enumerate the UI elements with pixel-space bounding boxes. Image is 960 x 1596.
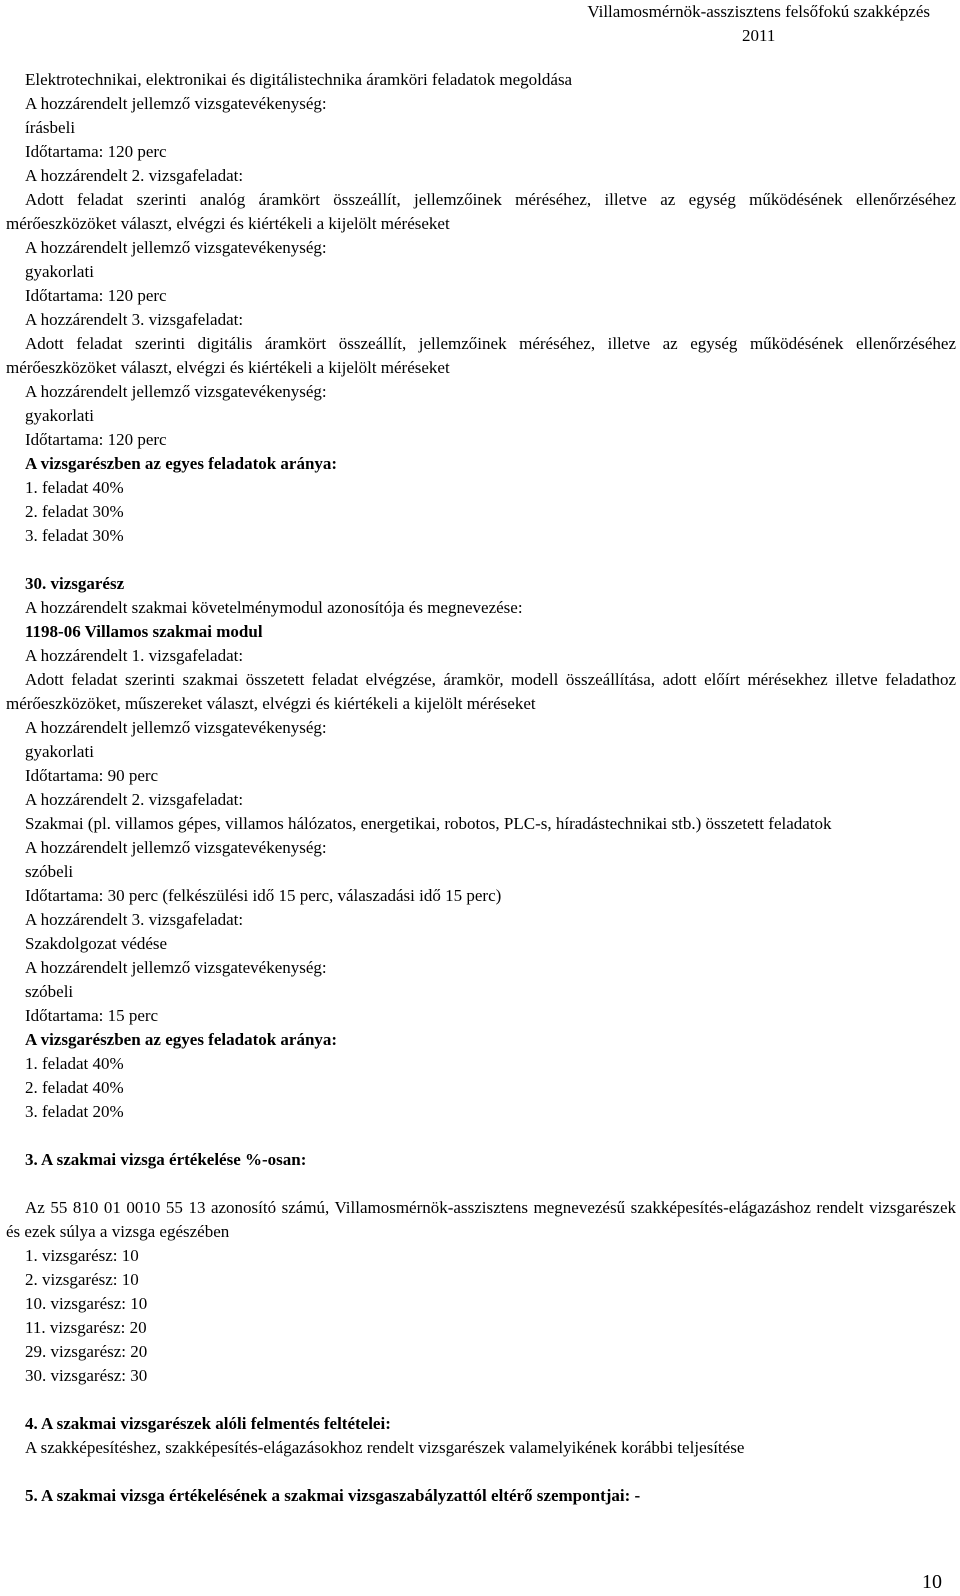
header-year: 2011 <box>741 26 776 45</box>
ratio-heading: A vizsgarészben az egyes feladatok aránya: <box>25 1030 338 1049</box>
section-4-text: A szakképesítéshez, szakképesítés-elágazásokhoz rendelt vizsgarészek valamelyikének korábbi teljesítése <box>25 1438 745 1457</box>
document-body <box>6 68 956 1508</box>
activity-value: gyakorlati <box>25 406 94 425</box>
activity-value: szóbeli <box>25 982 74 1001</box>
duration: Időtartama: 120 perc <box>25 430 167 449</box>
task-description: Adott feladat szerinti analóg áramkört összeállít, jellemzőinek méréséhez, illetve az egység működésének ellenőrzéséhez mérőeszközöket választ, elvégzi és kiértékeli a kijelölt méréseket <box>6 190 956 233</box>
exam-part-title: 30. vizsgarész <box>25 574 125 593</box>
weight-item: 30. vizsgarész: 30 <box>25 1366 148 1385</box>
ratio-item: 1. feladat 40% <box>25 478 124 497</box>
activity-label: A hozzárendelt jellemző vizsgatevékenység: <box>25 94 327 113</box>
weight-item: 11. vizsgarész: 20 <box>25 1318 147 1337</box>
duration: Időtartama: 120 perc <box>25 286 167 305</box>
section-4-heading: 4. A szakmai vizsgarészek alóli felmentés feltételei: <box>25 1414 391 1433</box>
ratio-item: 2. feladat 30% <box>25 502 124 521</box>
ratio-item: 1. feladat 40% <box>25 1054 124 1073</box>
ratio-heading: A vizsgarészben az egyes feladatok aránya: <box>25 454 338 473</box>
activity-value: írásbeli <box>25 118 76 137</box>
weight-item: 29. vizsgarész: 20 <box>25 1342 148 1361</box>
section-3-heading: 3. A szakmai vizsga értékelése %-osan: <box>25 1150 307 1169</box>
task-label: A hozzárendelt 2. vizsgafeladat: <box>25 790 244 809</box>
section-3-text: Az 55 810 01 0010 55 13 azonosító számú, Villamosmérnök-asszisztens megnevezésű szakképesítés-elágazáshoz rendelt vizsgarészek és ezek súlya a vizsga egészében <box>6 1198 956 1241</box>
module-name: 1198-06 Villamos szakmai modul <box>25 622 263 641</box>
ratio-item: 3. feladat 30% <box>25 526 124 545</box>
section-5-heading: 5. A szakmai vizsga értékelésének a szakmai vizsgaszabályzattól eltérő szempontjai: - <box>25 1486 641 1505</box>
activity-label: A hozzárendelt jellemző vizsgatevékenység: <box>25 958 327 977</box>
activity-value: szóbeli <box>25 862 74 881</box>
task-description: Szakdolgozat védése <box>25 934 168 953</box>
header-title: Villamosmérnök-asszisztens felsőfokú szakképzés <box>587 2 930 21</box>
activity-label: A hozzárendelt jellemző vizsgatevékenység: <box>25 382 327 401</box>
task-label: A hozzárendelt 2. vizsgafeladat: <box>25 166 244 185</box>
task-label: A hozzárendelt 3. vizsgafeladat: <box>25 910 244 929</box>
activity-value: gyakorlati <box>25 262 94 281</box>
task-description: Adott feladat szerinti digitális áramkört összeállít, jellemzőinek méréséhez, illetve az egység működésének ellenőrzéséhez mérőeszközöket választ, elvégzi és kiértékeli a kijelölt méréseket <box>6 334 956 377</box>
weight-item: 1. vizsgarész: 10 <box>25 1246 139 1265</box>
task-title: Elektrotechnikai, elektronikai és digitálistechnika áramköri feladatok megoldása <box>25 70 573 89</box>
activity-label: A hozzárendelt jellemző vizsgatevékenység: <box>25 838 327 857</box>
page-header <box>587 0 930 48</box>
task-label: A hozzárendelt 3. vizsgafeladat: <box>25 310 244 329</box>
task-description: Adott feladat szerinti szakmai összetett feladat elvégzése, áramkör, modell összeállítása, adott előírt mérésekhez illetve feladathoz mérőeszközöket, műszereket választ, elvégzi és kiértékeli a kijelölt méréseket <box>6 670 956 713</box>
task-description: Szakmai (pl. villamos gépes, villamos hálózatos, energetikai, robotos, PLC-s, híradástechnikai stb.) összetett feladatok <box>25 814 832 833</box>
activity-label: A hozzárendelt jellemző vizsgatevékenység: <box>25 718 327 737</box>
module-label: A hozzárendelt szakmai követelménymodul azonosítója és megnevezése: <box>25 598 523 617</box>
task-label: A hozzárendelt 1. vizsgafeladat: <box>25 646 244 665</box>
duration: Időtartama: 30 perc (felkészülési idő 15 perc, válaszadási idő 15 perc) <box>25 886 502 905</box>
duration: Időtartama: 90 perc <box>25 766 159 785</box>
ratio-item: 2. feladat 40% <box>25 1078 124 1097</box>
ratio-item: 3. feladat 20% <box>25 1102 124 1121</box>
duration: Időtartama: 15 perc <box>25 1006 159 1025</box>
activity-value: gyakorlati <box>25 742 94 761</box>
duration: Időtartama: 120 perc <box>25 142 167 161</box>
weight-item: 10. vizsgarész: 10 <box>25 1294 148 1313</box>
activity-label: A hozzárendelt jellemző vizsgatevékenység: <box>25 238 327 257</box>
weight-item: 2. vizsgarész: 10 <box>25 1270 139 1289</box>
page-number: 10 <box>922 1571 942 1593</box>
